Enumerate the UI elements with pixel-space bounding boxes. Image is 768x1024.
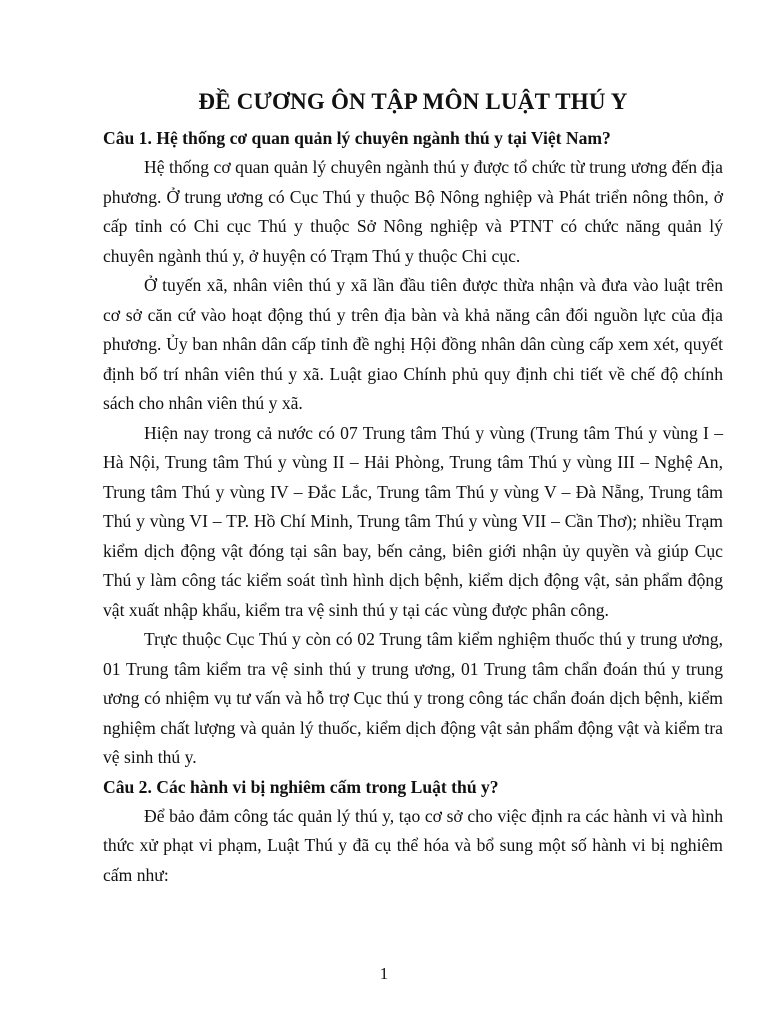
document-title: ĐỀ CƯƠNG ÔN TẬP MÔN LUẬT THÚ Y — [198, 89, 628, 114]
question-1-paragraph-2: Ở tuyến xã, nhân viên thú y xã lần đầu tiên được thừa nhận và đưa vào luật trên cơ sở căn cứ vào hoạt động thú y trên địa bàn và khả năng cân đối nguồn lực của địa phương. Ủy ban nhân dân cấp tỉnh đề nghị Hội đồng nhân dân cùng cấp xem xét, quyết định bố trí nhân viên thú y xã. Luật giao Chính phủ quy định chi tiết về chế độ chính sách cho nhân viên thú y xã. — [103, 275, 723, 413]
question-1-heading: Câu 1. Hệ thống cơ quan quản lý chuyên ngành thú y tại Việt Nam? — [103, 128, 611, 148]
question-1-paragraph-4: Trực thuộc Cục Thú y còn có 02 Trung tâm kiểm nghiệm thuốc thú y trung ương, 01 Trung tâm kiểm tra vệ sinh thú y trung ương, 01 Trung tâm chẩn đoán thú y trung ương có nhiệm vụ tư vấn và hỗ trợ Cục thú y trong công tác chẩn đoán dịch bệnh, kiểm nghiệm chất lượng và quản lý thuốc, kiểm dịch động vật sản phẩm động vật và kiểm tra vệ sinh thú y. — [103, 629, 723, 767]
question-1-paragraph-3: Hiện nay trong cả nước có 07 Trung tâm Thú y vùng (Trung tâm Thú y vùng I – Hà Nội, Trung tâm Thú y vùng II – Hải Phòng, Trung tâm Thú y vùng III – Nghệ An, Trung tâm Thú y vùng IV – Đắc Lắc, Trung tâm Thú y vùng V – Đà Nẵng, Trung tâm Thú y vùng VI – TP. Hồ Chí Minh, Trung tâm Thú y vùng VII – Cần Thơ); nhiều Trạm kiểm dịch động vật đóng tại sân bay, bến cảng, biên giới nhận ủy quyền và giúp Cục Thú y làm công tác kiểm soát tình hình dịch bệnh, kiểm dịch động vật, sản phẩm động vật xuất nhập khẩu, kiểm tra vệ sinh thú y tại các vùng được phân công. — [103, 422, 723, 620]
question-2-heading: Câu 2. Các hành vi bị nghiêm cấm trong Luật thú y? — [103, 776, 499, 797]
question-2-paragraph-1: Để bảo đảm công tác quản lý thú y, tạo cơ sở cho việc định ra các hành vi và hình thức xử phạt vi phạm, Luật Thú y đã cụ thể hóa và bổ sung một số hành vi bị nghiêm cấm như: — [103, 805, 723, 885]
page-number: 1 — [379, 964, 389, 983]
document-body — [103, 80, 723, 890]
question-1-paragraph-1: Hệ thống cơ quan quản lý chuyên ngành thú y được tổ chức từ trung ương đến địa phương. Ở trung ương có Cục Thú y thuộc Bộ Nông nghiệp và Phát triển nông thôn, ở cấp tỉnh có Chi cục Thú y thuộc Sở Nông nghiệp và PTNT có chức năng quản lý chuyên ngành thú y, ở huyện có Trạm Thú y thuộc Chi cục. — [103, 157, 723, 266]
